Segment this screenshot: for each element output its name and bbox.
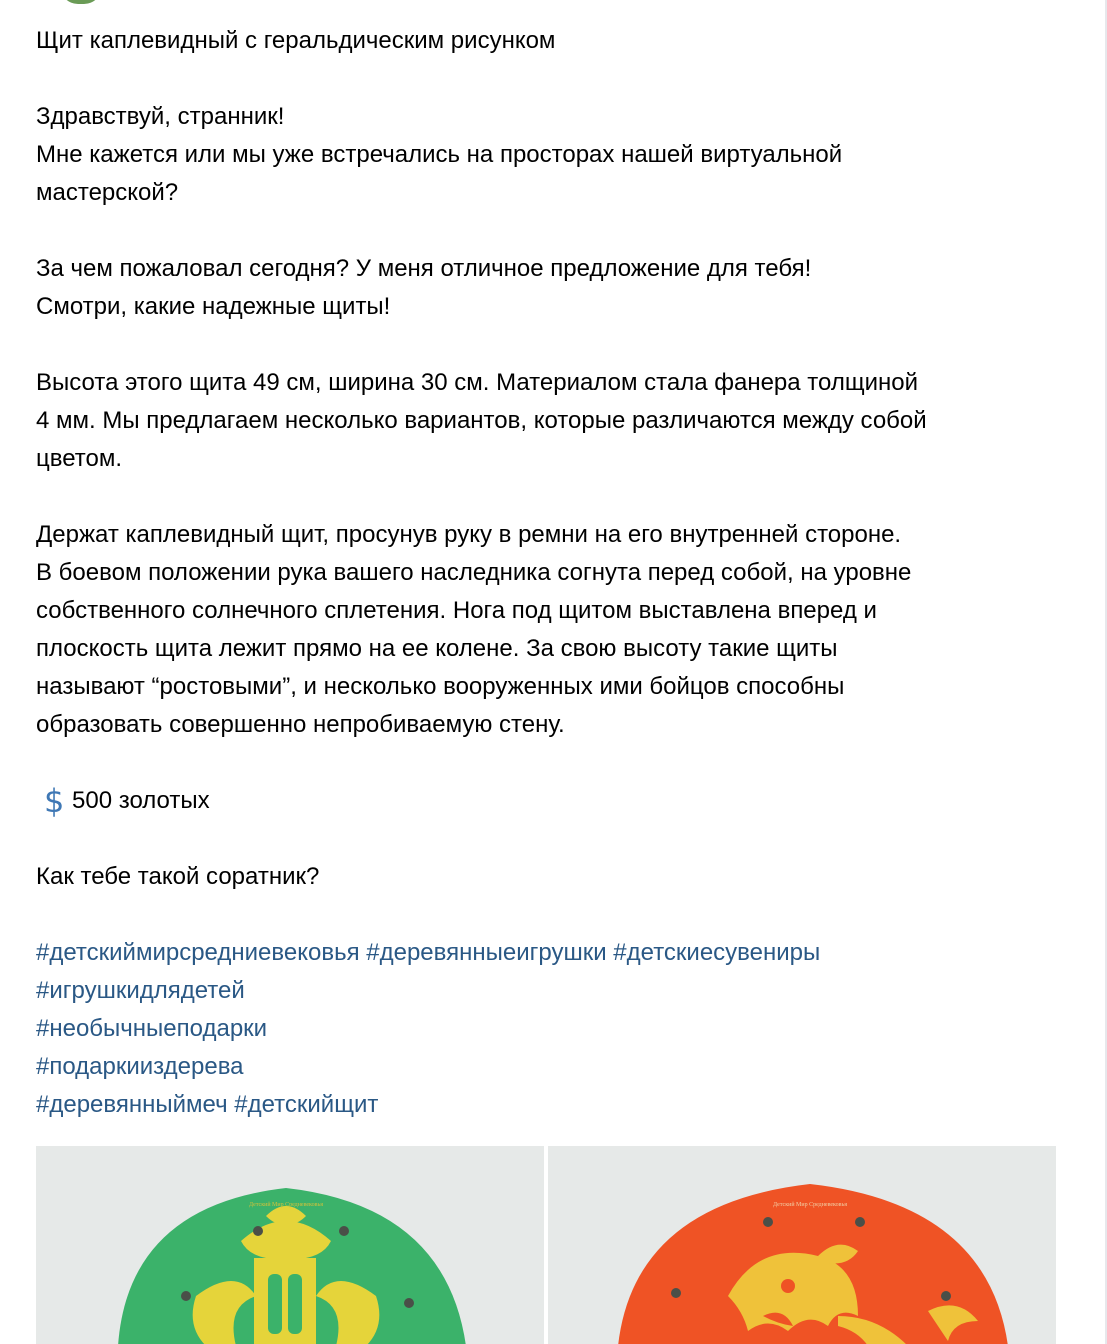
hashtag-link[interactable]: #детскиесувениры: [613, 939, 821, 966]
text-line: мастерской?: [36, 179, 179, 206]
text-line: Держат каплевидный щит, просунув руку в ремни на его внутренней стороне.: [36, 521, 902, 548]
hashtag-link[interactable]: #необычныеподарки: [36, 1015, 268, 1042]
text-line: За чем пожаловал сегодня? У меня отличное предложение для тебя!: [36, 255, 812, 282]
price-text: 500 золотых: [72, 787, 210, 814]
dollar-icon: $: [44, 782, 65, 820]
hashtag-line: [36, 972, 1066, 1010]
text-line: В боевом положении рука вашего наследника согнута перед собой, на уровне: [36, 559, 912, 586]
hashtag-link[interactable]: #деревянныймеч: [36, 1091, 228, 1118]
text-line: цветом.: [36, 445, 123, 472]
text-line: Смотри, какие надежные щиты!: [36, 293, 391, 320]
usage-paragraph: [36, 516, 1066, 744]
text-line: Высота этого щита 49 см, ширина 30 см. Материалом стала фанера толщиной: [36, 369, 918, 396]
greeting-paragraph: [36, 98, 1066, 212]
green-shield-image: [36, 1146, 544, 1344]
text-line: Как тебе такой соратник?: [36, 863, 320, 890]
text-line: называют “ростовыми”, и несколько вооруженных ими бойцов способны: [36, 673, 845, 700]
photo-caption: Детский Мир Средневековья: [249, 1202, 323, 1208]
hashtag-line: [36, 1048, 1066, 1086]
hashtag-line: [36, 1086, 1066, 1124]
hashtag-link[interactable]: #игрушкидлядетей: [36, 977, 245, 1004]
price-line: [36, 782, 1066, 820]
hashtag-link[interactable]: #подаркииздерева: [36, 1053, 244, 1080]
photo-gallery: [36, 1146, 1056, 1344]
photo-green-shield[interactable]: [36, 1146, 544, 1344]
hashtags: [36, 934, 1066, 1124]
hashtag-link[interactable]: #деревянныеигрушки: [366, 939, 607, 966]
photo-caption: Детский Мир Средневековья: [773, 1202, 847, 1208]
question-paragraph: [36, 858, 1066, 896]
text-line: собственного солнечного сплетения. Нога под щитом выставлена вперед и: [36, 597, 877, 624]
hashtag-link[interactable]: #детскиймирсредниевековья: [36, 939, 360, 966]
post-title: [36, 22, 1066, 60]
avatar[interactable]: [60, 0, 102, 4]
specs-paragraph: [36, 364, 1066, 478]
post-text: [36, 22, 1066, 1124]
text-line: Здравствуй, странник!: [36, 103, 285, 130]
hashtag-line: [36, 934, 1066, 972]
text-line: Мне кажется или мы уже встречались на просторах нашей виртуальной: [36, 141, 843, 168]
text-line: 4 мм. Мы предлагаем несколько вариантов, которые различаются между собой: [36, 407, 927, 434]
title-line: Щит каплевидный с геральдическим рисунком: [36, 27, 556, 54]
hashtag-link[interactable]: #детскийщит: [234, 1091, 379, 1118]
offer-paragraph: [36, 250, 1066, 326]
text-line: образовать совершенно непробиваемую стену.: [36, 711, 565, 738]
photo-orange-shield[interactable]: [548, 1146, 1056, 1344]
orange-shield-image: [548, 1146, 1056, 1344]
text-line: плоскость щита лежит прямо на ее колене. За свою высоту такие щиты: [36, 635, 838, 662]
hashtag-line: [36, 1010, 1066, 1048]
